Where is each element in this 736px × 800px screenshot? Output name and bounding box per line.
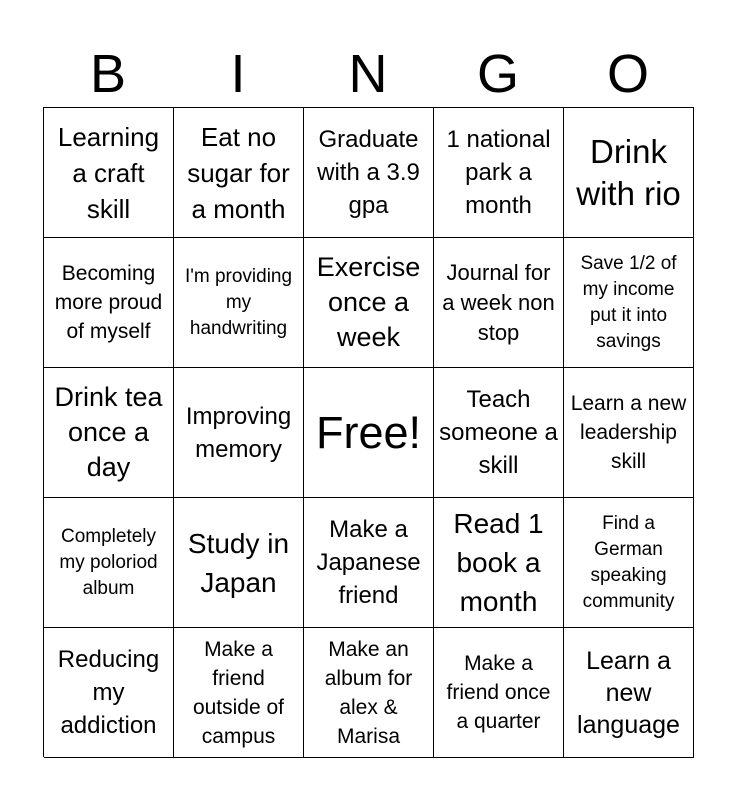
bingo-cell[interactable] xyxy=(434,498,564,628)
bingo-cell[interactable] xyxy=(44,628,174,758)
cell-label: Journal for a week non stop xyxy=(442,259,555,345)
bingo-cell[interactable] xyxy=(174,368,304,498)
cell-label: Make a friend once a quarter xyxy=(446,652,551,733)
bingo-cell[interactable] xyxy=(304,628,434,758)
bingo-cell[interactable] xyxy=(434,368,564,498)
cell-label: Becoming more proud of myself xyxy=(54,262,163,343)
bingo-cell[interactable] xyxy=(174,628,304,758)
cell-label: Drink with rio xyxy=(576,132,681,212)
cell-label: Completely my poloriod album xyxy=(59,525,158,599)
cell-label: Reducing my addiction xyxy=(57,646,160,739)
cell-label: Save 1/2 of my income put it into savings xyxy=(580,252,677,352)
header-letter-b: B xyxy=(89,44,127,104)
header-letter-i: I xyxy=(230,44,246,104)
bingo-cell[interactable] xyxy=(44,368,174,498)
bingo-cell[interactable] xyxy=(304,108,434,238)
cell-label: Drink tea once a day xyxy=(54,382,163,482)
bingo-cell[interactable] xyxy=(564,498,694,628)
cell-label: Eat no sugar for a month xyxy=(187,121,290,224)
bingo-cell[interactable] xyxy=(304,498,434,628)
bingo-board xyxy=(43,107,694,757)
free-cell[interactable] xyxy=(304,368,434,498)
bingo-cell[interactable] xyxy=(434,108,564,238)
cell-label: 1 national park a month xyxy=(446,126,551,219)
header-letter-g: G xyxy=(476,44,519,104)
cell-label: I'm providing my handwriting xyxy=(184,265,293,339)
bingo-cell[interactable] xyxy=(174,108,304,238)
bingo-cell[interactable] xyxy=(434,238,564,368)
cell-label: Make an album for alex & Marisa xyxy=(324,637,413,748)
bingo-cell[interactable] xyxy=(44,108,174,238)
cell-label: Read 1 book a month xyxy=(453,508,544,617)
cell-label: Study in Japan xyxy=(187,527,290,598)
cell-label: Learn a new leadership skill xyxy=(570,392,687,473)
header-letter-n: N xyxy=(348,44,388,104)
bingo-cell[interactable] xyxy=(564,108,694,238)
bingo-cell[interactable] xyxy=(564,628,694,758)
cell-label: Teach someone a skill xyxy=(439,386,558,479)
bingo-cell[interactable] xyxy=(44,498,174,628)
cell-label: Graduate with a 3.9 gpa xyxy=(317,126,420,219)
bingo-cell[interactable] xyxy=(564,368,694,498)
bingo-cell[interactable] xyxy=(44,238,174,368)
bingo-cell[interactable] xyxy=(564,238,694,368)
header-letter-o: O xyxy=(606,44,649,104)
bingo-cell[interactable] xyxy=(174,238,304,368)
cell-label: Exercise once a week xyxy=(316,252,421,352)
bingo-cell[interactable] xyxy=(434,628,564,758)
cell-label: Find a German speaking community xyxy=(582,512,675,612)
bingo-cell[interactable] xyxy=(174,498,304,628)
bingo-header xyxy=(43,40,693,108)
cell-label: Learn a new language xyxy=(577,646,680,739)
bingo-cell[interactable] xyxy=(304,238,434,368)
cell-label: Improving memory xyxy=(185,402,292,463)
cell-label: Make a Japanese friend xyxy=(316,516,421,609)
cell-label: Learning a craft skill xyxy=(57,121,160,224)
free-label: Free! xyxy=(315,406,422,458)
cell-label: Make a friend outside of campus xyxy=(192,637,285,748)
